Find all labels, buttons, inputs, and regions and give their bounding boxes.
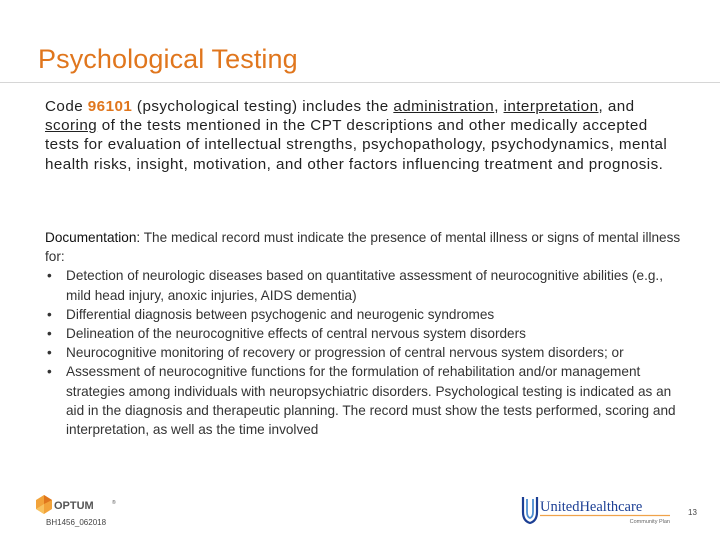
term-interpretation: interpretation bbox=[503, 98, 599, 115]
bullet: • bbox=[47, 345, 52, 361]
optum-registered: ® bbox=[112, 500, 116, 506]
documentation-label: Documentation: bbox=[45, 230, 141, 245]
list-item bbox=[45, 343, 685, 362]
list-item-text: Delineation of the neurocognitive effects of central nervous system disorders bbox=[66, 326, 526, 342]
document-code: BH1456_062018 bbox=[46, 518, 107, 527]
uhc-wordmark: UnitedHealthcare bbox=[540, 499, 643, 515]
page-number: 13 bbox=[688, 508, 697, 517]
uhc-subtitle: Community Plan bbox=[629, 519, 670, 525]
documentation-lead bbox=[45, 228, 685, 266]
intro-text-1: Code bbox=[45, 98, 88, 115]
list-item bbox=[45, 266, 685, 304]
slide-title: Psychological Testing bbox=[38, 44, 298, 74]
intro-text-2: (psychological testing) includes the bbox=[132, 98, 394, 115]
list-item bbox=[45, 324, 685, 343]
title-divider bbox=[0, 82, 720, 83]
bullet: • bbox=[47, 306, 52, 322]
intro-text-3: , bbox=[494, 98, 504, 115]
intro-text-4: , and bbox=[598, 98, 635, 115]
documentation-text: The medical record must indicate the presence of mental illness or signs of mental illness for: bbox=[45, 230, 681, 265]
list-item-text: Assessment of neurocognitive functions for the formulation of rehabilitation and/or management strategies among individuals with neuropsychiatric disorders. Psychological testing is indicated as an aid in the diagnosis and therapeutic planning. The record must show the tests performed, scoring and interpretation, as well as the time involved bbox=[66, 364, 676, 438]
bullet: • bbox=[47, 364, 52, 380]
bullet: • bbox=[47, 326, 52, 342]
intro-paragraph bbox=[45, 97, 685, 174]
documentation-list bbox=[45, 266, 685, 439]
term-scoring: scoring bbox=[45, 117, 98, 135]
list-item-text: Detection of neurologic diseases based on quantitative assessment of neurocognitive abilities (e.g., mild head injury, anoxic injuries, AIDS dementia) bbox=[66, 268, 663, 303]
term-administration: administration bbox=[393, 98, 495, 115]
optum-mark-icon bbox=[36, 495, 52, 514]
unitedhealthcare-logo bbox=[520, 488, 672, 528]
uhc-mark-icon bbox=[523, 497, 537, 523]
list-item-text: Neurocognitive monitoring of recovery or progression of central nervous system disorders; or bbox=[66, 345, 624, 361]
list-item-text: Differential diagnosis between psychogenic and neurogenic syndromes bbox=[66, 306, 495, 322]
documentation-section bbox=[45, 228, 685, 439]
intro-text-5: of the tests mentioned in the CPT descriptions and other medically accepted tests for evaluation of intellectual strengths, psychopathology, psychodynamics, mental health risks, insight, motivation, and other factors influencing treatment and prognosis. bbox=[45, 117, 668, 173]
list-item bbox=[45, 305, 685, 324]
bullet: • bbox=[47, 268, 52, 284]
optum-wordmark: OPTUM bbox=[54, 500, 94, 512]
cpt-code: 96101 bbox=[87, 98, 133, 115]
list-item bbox=[45, 362, 685, 439]
